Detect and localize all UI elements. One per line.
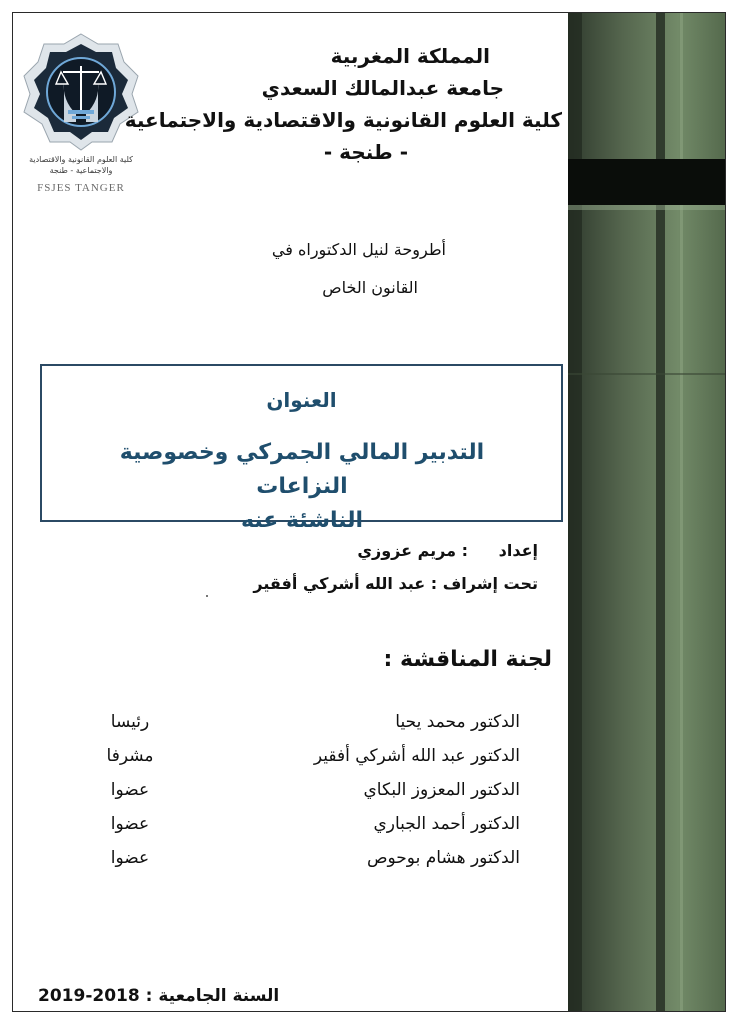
dark-band [568, 159, 725, 205]
member-name: الدكتور المعزوز البكاي [363, 780, 520, 800]
member-name: الدكتور محمد يحيا [395, 712, 520, 732]
member-name: الدكتور أحمد الجباري [373, 814, 520, 834]
title-label: العنوان [266, 388, 337, 412]
supervision-line: تحت إشراف : عبد الله أشركي أفقير [253, 574, 538, 593]
member-role: عضوا [110, 848, 150, 868]
member-role: عضوا [110, 780, 150, 800]
committee-member [90, 848, 520, 874]
committee-member [90, 814, 520, 840]
title-box [40, 364, 563, 533]
prepared-value: : مريم عزوزي [357, 541, 468, 560]
prepared-label: إعداد [498, 541, 538, 560]
header-university: جامعة عبدالمالك السعدي [261, 76, 504, 100]
stray-mark [206, 595, 208, 597]
member-role: مشرفا [106, 746, 154, 766]
thesis-title: التدبير المالي الجمركي وخصوصية النزاعات الناشئة عنه [119, 440, 485, 533]
committee-member [90, 746, 520, 772]
thesis-line-2: القانون الخاص [322, 278, 418, 297]
committee-member [90, 780, 520, 806]
thesis-line-1: أطروحة لنيل الدكتوراه في [271, 240, 446, 259]
logo-tag: FSJES TANGER [37, 182, 125, 194]
member-name: الدكتور هشام بوحوص [366, 848, 520, 868]
header-kingdom: المملكة المغربية [330, 44, 490, 68]
header-city: - طنجة - [323, 140, 408, 164]
scales-of-justice-emblem-icon [16, 30, 146, 154]
member-role: عضوا [110, 814, 150, 834]
header-faculty: كلية العلوم القانونية والاقتصادية والاجتماعية [124, 108, 562, 132]
committee-title: لجنة المناقشة : [383, 647, 552, 672]
logo-caption: كلية العلوم القانونية والاقتصادية والاجتماعية - طنجة [29, 155, 133, 175]
member-role: رئيسا [110, 712, 150, 732]
member-name: الدكتور عبد الله أشركي أفقير [313, 746, 520, 766]
committee-member [90, 712, 520, 738]
decorative-side-panel [568, 13, 725, 1011]
academic-year: السنة الجامعية : 2018-2019 [38, 986, 280, 1006]
